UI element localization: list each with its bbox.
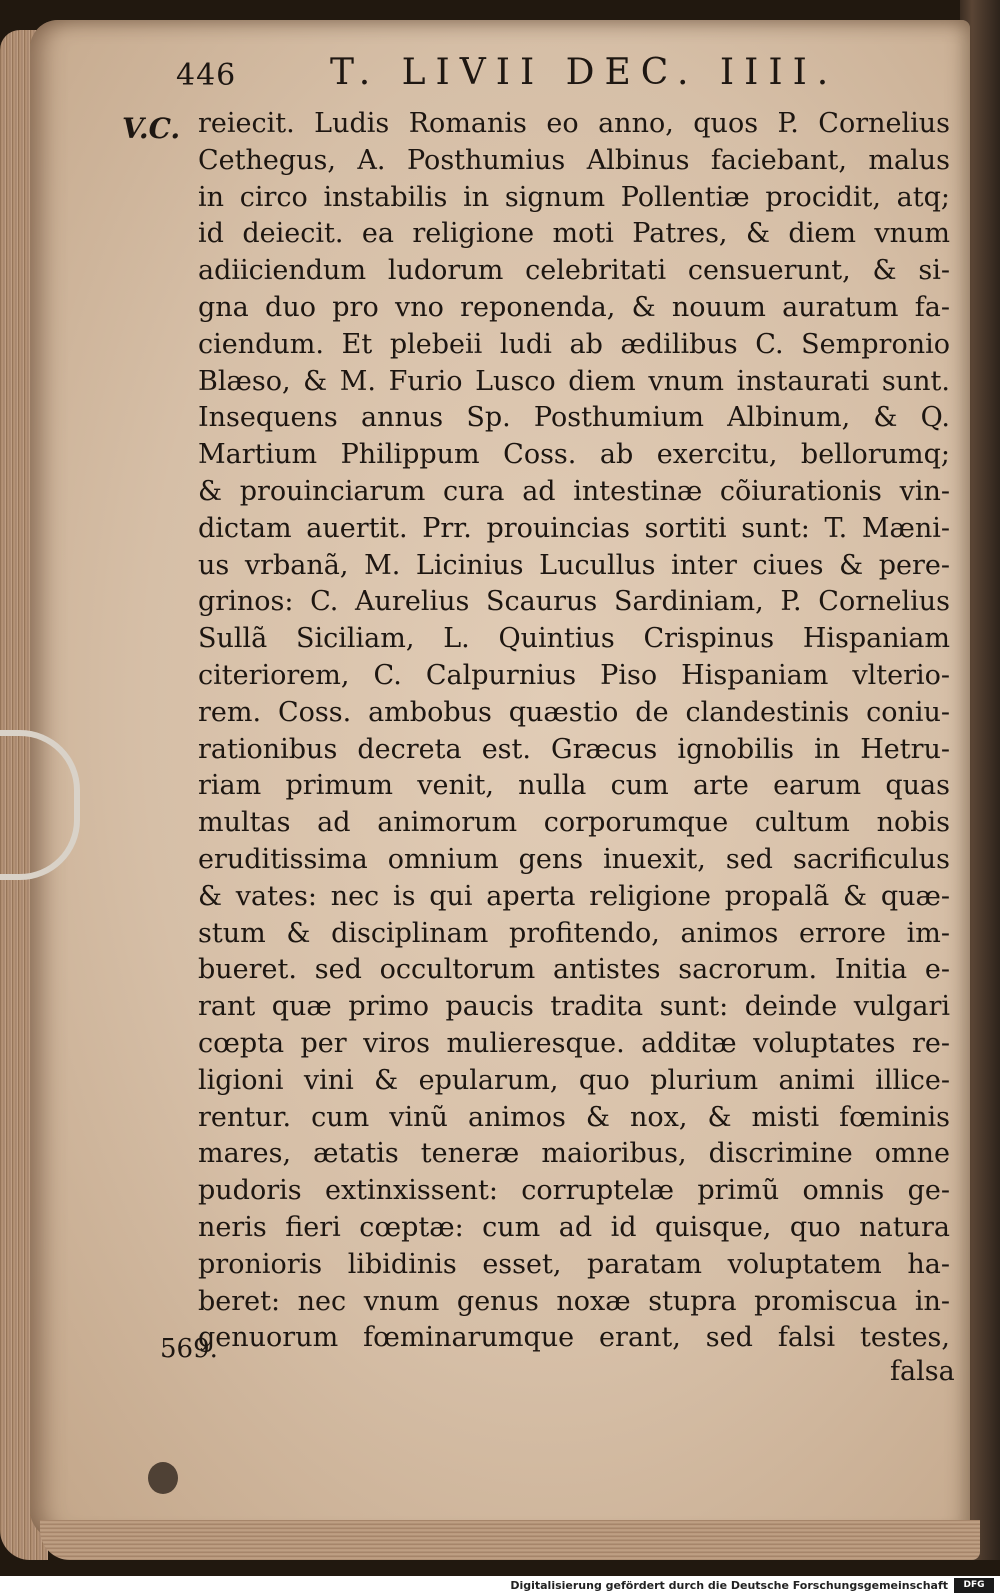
text-line: mares, ætatis teneræ maioribus, discrimine omne	[198, 1138, 950, 1170]
margin-note: V.C.	[122, 112, 181, 145]
text-line: & vates: nec is qui aperta religione propalã & quæ-	[198, 880, 950, 912]
text-line: in circo instabilis in signum Pollentiæ procidit, atq;	[198, 181, 950, 213]
catchword: falsa	[890, 1356, 955, 1387]
text-line: Sullã Siciliam, L. Quintius Crispinus Hispaniam	[198, 623, 950, 655]
text-line: & prouinciarum cura ad intestinæ cõiurationis vin-	[198, 475, 950, 507]
text-line: ligioni vini & epularum, quo plurium animi illice-	[198, 1064, 950, 1096]
ink-blot	[148, 1462, 178, 1494]
text-line: stum & disciplinam profitendo, animos errore im-	[198, 917, 950, 949]
text-line: dictam auertit. Prr. prouincias sortiti sunt: T. Mæni-	[198, 512, 950, 544]
text-line: ciendum. Et plebeii ludi ab ædilibus C. Sempronio	[198, 328, 950, 360]
text-line: Martium Philippum Coss. ab exercitu, bellorumq;	[198, 439, 950, 471]
text-line: beret: nec vnum genus noxæ stupra promiscua in-	[198, 1285, 950, 1317]
text-line: riam primum venit, nulla cum arte earum quas	[198, 770, 950, 802]
footer-bar	[0, 1576, 1000, 1596]
text-line: rentur. cum vinũ animos & nox, & misti fœminis	[198, 1101, 950, 1133]
text-line: Cethegus, A. Posthumius Albinus faciebant, malus	[198, 144, 950, 176]
text-line: rem. Coss. ambobus quæstio de clandestinis coniu-	[198, 696, 950, 728]
text-line: Insequens annus Sp. Posthumium Albinum, & Q.	[198, 402, 950, 434]
text-line: reiecit. Ludis Romanis eo anno, quos P. Cornelius	[198, 108, 950, 139]
page-number: 446	[176, 58, 237, 93]
text-line: neris fieri cœptæ: cum ad id quisque, quo natura	[198, 1211, 950, 1243]
text-line: gna duo pro vno reponenda, & nouum auratum fa-	[198, 291, 950, 323]
text-line: eruditissima omnium gens inuexit, sed sacrificulus	[198, 843, 950, 875]
running-title: T. LIVII DEC. IIII.	[330, 52, 839, 93]
page-header	[0, 48, 1000, 98]
text-line: grinos: C. Aurelius Scaurus Sardiniam, P. Cornelius	[198, 586, 950, 618]
text-line: adiiciendum ludorum celebritati censuerunt, & si-	[198, 255, 950, 287]
dfg-logo: DFG	[954, 1578, 994, 1593]
margin-year: 569.	[160, 1334, 218, 1364]
text-line: genuorum fœminarumque erant, sed falsi testes,	[198, 1322, 950, 1354]
text-line: multas ad animorum corporumque cultum nobis	[198, 807, 950, 839]
bottom-book-edge	[40, 1520, 980, 1560]
body-text	[198, 106, 950, 1357]
text-line: citeriorem, C. Calpurnius Piso Hispaniam vlterio-	[198, 659, 950, 691]
text-line: pronioris libidinis esset, paratam voluptatem ha-	[198, 1248, 950, 1280]
text-line: pudoris extinxissent: corruptelæ primũ omnis ge-	[198, 1175, 950, 1207]
text-line: id deiecit. ea religione moti Patres, & diem vnum	[198, 218, 950, 250]
text-line: bueret. sed occultorum antistes sacrorum. Initia e-	[198, 954, 950, 986]
text-line: rant quæ primo paucis tradita sunt: deinde vulgari	[198, 991, 950, 1023]
text-line: rationibus decreta est. Græcus ignobilis in Hetru-	[198, 733, 950, 765]
text-line: Blæso, & M. Furio Lusco diem vnum instaurati sunt.	[198, 365, 950, 397]
text-line: cœpta per viros mulieresque. additæ voluptates re-	[198, 1027, 950, 1059]
footer-credit: Digitalisierung gefördert durch die Deutsche Forschungsgemeinschaft	[510, 1579, 948, 1592]
text-line: us vrbanã, M. Licinius Lucullus inter ciues & pere-	[198, 549, 950, 581]
